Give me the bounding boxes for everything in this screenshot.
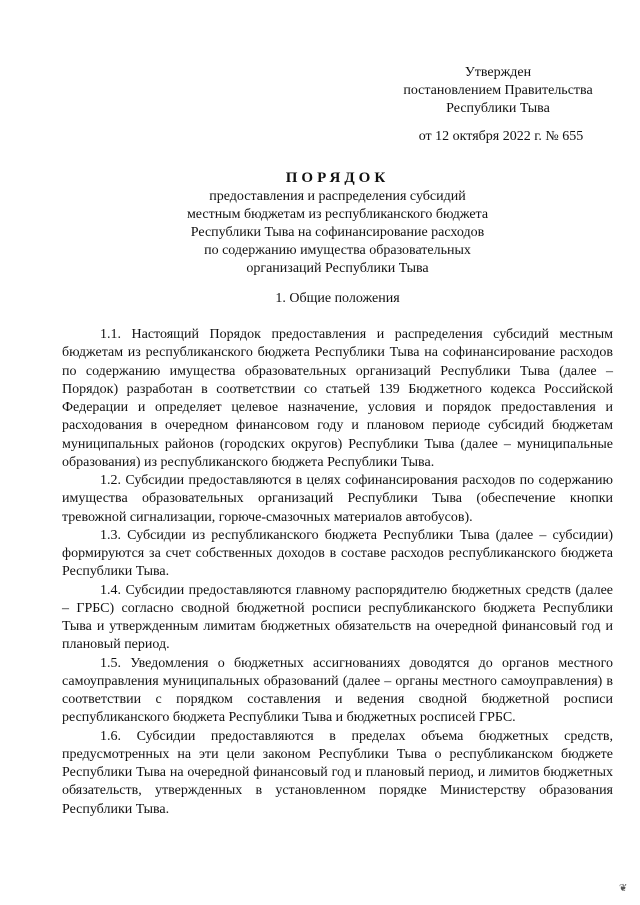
approval-line-resolution: постановлением Правительства (403, 83, 593, 98)
subtitle-line: местным бюджетам из республиканского бюджета (186, 207, 489, 222)
paragraph-1-5: 1.5. Уведомления о бюджетных ассигнованиях доводятся до органов местного самоуправления муниципальных образований (далее – органы местного самоуправления) в соответствии с порядком составления и ведения сводной бюджетной росписи республиканского бюджета Республики Тыва и бюджетных росписей ГРБС. (62, 655, 613, 726)
subtitle-line: по содержанию имущества образовательных (204, 243, 471, 258)
paragraph-1-4: 1.4. Субсидии предоставляются главному распорядителю бюджетных средств (далее – ГРБС) согласно сводной бюджетной росписи республиканского бюджета Республики Тыва и утвержденным лимитам бюджетных обязательств на очередной финансовый год и плановый период. (62, 582, 613, 653)
approval-line-republic: Республики Тыва (446, 101, 550, 116)
document-subtitle (60, 188, 615, 278)
paragraph-1-1: 1.1. Настоящий Порядок предоставления и распределения субсидий местным бюджетам из республиканского бюджета Республики Тыва на софинансирование расходов по содержанию имущества образовательных организаций Республики Тыва (далее – Порядок) разработан в соответствии со статьей 139 Бюджетного кодекса Российской Федерации и определяет целевое назначение, условия и порядок предоставления и расходования в очередном финансовом году и плановом периоде субсидий бюджетам муниципальных районов (городских округов) Республики Тыва (далее – муниципальные образования) из республиканского бюджета Республики Тыва. (62, 327, 613, 470)
document-body (62, 326, 613, 819)
paragraph-1-3: 1.3. Субсидии из республиканского бюджета Республики Тыва (далее – субсидии) формируются за счет собственных доходов в составе расходов республиканского бюджета Республики Тыва. (62, 527, 613, 580)
paragraph-1-6: 1.6. Субсидии предоставляются в пределах объема бюджетных средств, предусмотренных на эти цели законом Республики Тыва о республиканском бюджете Республики Тыва на очередной финансовый год и плановый период, и лимитов бюджетных обязательств, утвержденных в установленном порядке Министерству образования Республики Тыва. (62, 728, 613, 817)
approval-block (378, 64, 618, 146)
subtitle-line: Республики Тыва на софинансирование расходов (190, 225, 485, 240)
document-title: ПОРЯДОК (285, 170, 390, 186)
subtitle-line: организаций Республики Тыва (246, 261, 429, 276)
paragraph-1-2: 1.2. Субсидии предоставляются в целях софинансирования расходов по содержанию имущества образовательных организаций Республики Тыва (обеспечение кнопки тревожной сигнализации, горюче-смазочных материалов автобусов). (62, 473, 613, 525)
approval-date: от 12 октября 2022 г. № 655 (418, 129, 584, 144)
section-heading: 1. Общие положения (275, 291, 400, 306)
scan-mark-icon: ❦ (619, 883, 628, 894)
subtitle-line: предоставления и распределения субсидий (209, 189, 466, 204)
approval-line-approved: Утвержден (464, 65, 532, 80)
